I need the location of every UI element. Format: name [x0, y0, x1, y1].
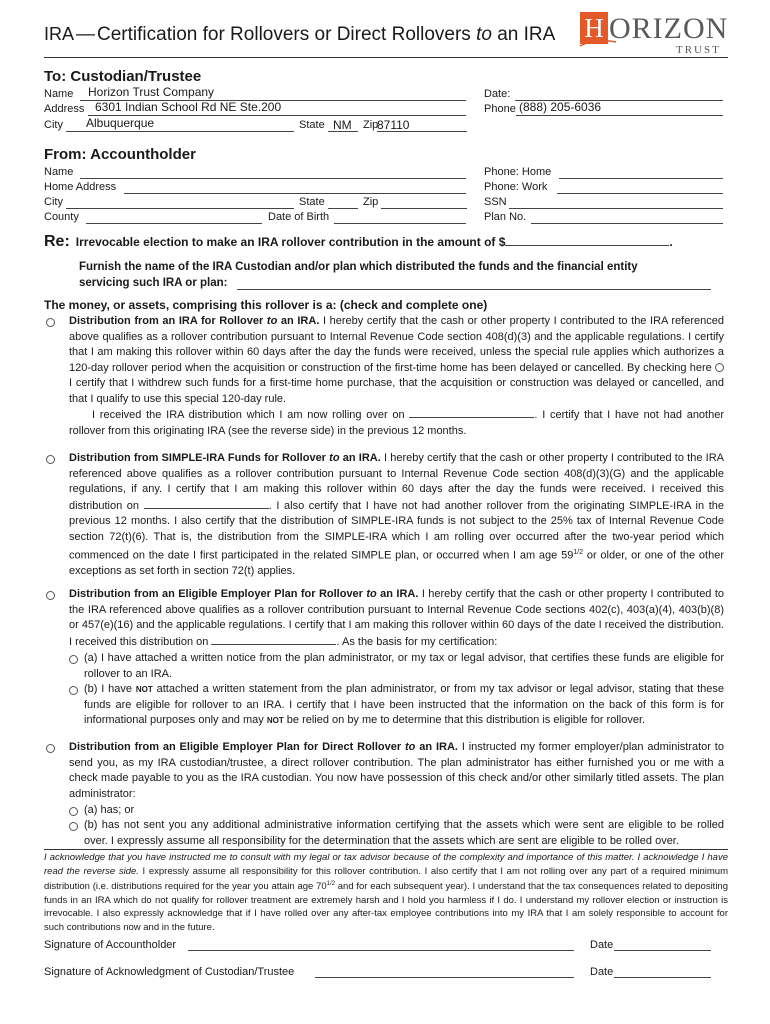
option3a-text: (a) I have attached a written notice from the plan administrator, or my tax or legal advisor, that certifies these funds are eligible for rollover to an IRA.	[84, 652, 724, 680]
horizon-trust-logo	[578, 10, 728, 58]
option3-body: I hereby certify that the cash or other property I contributed to the IRA referenced above qualifies as a rollover contribution pursuant to Internal Revenue Code sections 402(c), 403(a)(4), 403(b)(8) or 457(e)(16) and the applicable regulations. I certify that I am making this rollover within 60 days of the date I received the distribution. I received this distribution on	[69, 588, 725, 648]
custodian-plan-name-field[interactable]	[237, 277, 711, 290]
county-field[interactable]	[86, 211, 262, 224]
re-end: .	[669, 235, 673, 249]
option4-title-end: an IRA.	[419, 741, 458, 753]
option1-body: I hereby certify that the cash or other property I contributed to the IRA referenced above qualifies as a rollover contribution pursuant to Internal Revenue Code section 408(d)(3) and the applicable regulations. I certify that I am making this rollover within 60 days after the day the funds were received, unless the special rule applies which authorizes a 120-day rollover period when the acquisition or construction of the first-time home has been delayed or cancelled. By checking here	[69, 315, 724, 374]
date-label: Date:	[484, 88, 511, 100]
option4b-radio[interactable]	[69, 822, 78, 831]
option1-radio[interactable]	[46, 318, 55, 327]
name-label: Name	[44, 88, 74, 100]
re-label: Re:	[44, 233, 70, 250]
option4-radio[interactable]	[46, 744, 55, 753]
option1-received-text-2: . I certify that I have not had another rollover from this originating IRA (see the reverse side) in the previous 12 months.	[69, 409, 725, 437]
option4-text	[69, 740, 724, 802]
ssn-label: SSN	[484, 196, 507, 208]
plan-no-field[interactable]	[531, 211, 723, 224]
phone-work-label: Phone: Work	[484, 181, 548, 193]
home-address-field[interactable]	[124, 181, 466, 194]
option1-title: Distribution from an IRA for Rollover	[69, 315, 264, 327]
option3b-part1: (b) I have	[84, 683, 136, 695]
option2-title-to: to	[329, 452, 340, 464]
accountholder-name-field[interactable]	[80, 166, 466, 179]
from-heading: From: Accountholder	[44, 146, 196, 163]
option2-radio[interactable]	[46, 455, 55, 464]
custodian-signature-label: Signature of Acknowledgment of Custodian/Trustee	[44, 966, 295, 978]
option3b-not: NOT	[135, 685, 153, 694]
title-part2: an IRA	[497, 24, 556, 45]
option4-title-to: to	[405, 741, 416, 753]
option4-body: I instructed my former employer/plan administrator to send you, as my IRA custodian/trustee, a direct rollover contribution. The plan administrator has either furnished you or me with a check made payable to you as the IRA custodian. You now have possession of this check and/or other similarly titled assets. The plan administrator:	[69, 741, 724, 800]
custodian-zip-value: 87110	[377, 118, 410, 132]
option3-title: Distribution from an Eligible Employer Plan for Rollover	[69, 588, 363, 600]
option3b-part2: attached a written statement from the plan administrator, or from my tax advisor or legal advisor, stating that these funds are eligible for rollover to an IRA. I certify that I have been instructed that the information on the back of this form is for informational purposes only and may	[84, 683, 724, 726]
ack-body: I expressly assume all responsibility for this rollover contribution. I also certify that I am not rolling over any part of a required minimum distribution (i.e. distributions required for the year you attain age 70	[44, 865, 728, 893]
option2-body-3: or older, or one of the other exceptions as set forth in section 72(t) applies.	[69, 549, 724, 578]
option1-date-field[interactable]	[409, 407, 534, 418]
address-label: Address	[44, 103, 85, 115]
custodian-name-value: Horizon Trust Company	[88, 85, 215, 99]
options-heading: The money, or assets, comprising this rollover is a: (check and complete one)	[44, 298, 488, 312]
option1-body-2: I certify that I withdrew such funds for a first-time home purchase, that the acquisition or construction was delayed or cancelled, and that I qualify to use this special 120-day rule.	[69, 377, 724, 405]
from-state-label: State	[299, 196, 325, 208]
title-italic: to	[476, 24, 492, 45]
option2-text	[69, 451, 724, 580]
custodian-city-value: Albuquerque	[86, 116, 155, 130]
option4-title: Distribution from an Eligible Employer Plan for Direct Rollover	[69, 741, 402, 753]
option2-body: I hereby certify that the cash or other property I contributed to the IRA referenced above qualifies as a rollover contribution pursuant to Internal Revenue Code section 408(d)(3)(G) and the applicable regulations, if any. I certify that I am making this rollover within 60 days after the day the funds were received. I received this distribution on	[69, 452, 724, 512]
phone-label: Phone	[484, 103, 516, 115]
from-name-label: Name	[44, 166, 74, 178]
from-city-label: City	[44, 196, 63, 208]
ssn-field[interactable]	[509, 196, 723, 209]
option2-title-end: an IRA.	[342, 452, 381, 464]
ack-half: 1/2	[326, 881, 335, 887]
option3b-radio[interactable]	[69, 686, 78, 695]
option2-date-field[interactable]	[144, 498, 269, 509]
option1-received-text: I received the IRA distribution which I am now rolling over on	[92, 409, 405, 421]
option3-title-to: to	[366, 588, 377, 600]
option4a-radio[interactable]	[69, 807, 78, 816]
option3-body-2: . As the basis for my certification:	[336, 635, 498, 648]
furnish-line1: Furnish the name of the IRA Custodian and/or plan which distributed the funds and the financial entity	[79, 261, 638, 273]
re-line	[44, 233, 673, 251]
dob-label: Date of Birth	[268, 211, 330, 223]
state-label: State	[299, 119, 325, 131]
option3b-not2: NOT	[266, 716, 284, 725]
option2-title: Distribution from SIMPLE-IRA Funds for Rollover	[69, 452, 326, 464]
dob-field[interactable]	[334, 211, 466, 224]
option1-title-end: an IRA.	[280, 315, 320, 327]
to-heading: To: Custodian/Trustee	[44, 68, 202, 85]
divider	[44, 57, 728, 58]
option3b-part3: be relied on by me to determine that this distribution is eligible for rollover.	[283, 714, 646, 726]
option3b-text	[84, 682, 724, 729]
form-code: IRA	[44, 24, 75, 44]
acknowledgment-text	[44, 851, 728, 934]
custodian-date-field[interactable]	[614, 965, 711, 978]
option2-half: 1/2	[573, 549, 584, 556]
custodian-date-label: Date	[590, 966, 614, 978]
accountholder-signature-field[interactable]	[188, 938, 574, 951]
furnish-line2: servicing such IRA or plan:	[79, 277, 228, 289]
option1-title-to: to	[266, 315, 278, 327]
option3-date-field[interactable]	[211, 634, 336, 645]
phone-work-field[interactable]	[557, 181, 723, 194]
phone-home-label: Phone: Home	[484, 166, 552, 178]
custodian-state-value: NM	[333, 118, 352, 132]
option1-received	[69, 407, 724, 439]
logo-h: H	[580, 12, 608, 44]
accountholder-state-field[interactable]	[328, 196, 358, 209]
option4a-text: (a) has; or	[84, 804, 135, 816]
accountholder-date-field[interactable]	[614, 938, 711, 951]
option3-text	[69, 587, 724, 650]
plan-no-label: Plan No.	[484, 211, 527, 223]
logo-wordmark: ORIZON	[609, 12, 729, 45]
re-text: Irrevocable election to make an IRA rollover contribution in the amount of $	[75, 235, 506, 249]
city-label: City	[44, 119, 63, 131]
ack-body-2: and for each subsequent year). I understand that the tax consequences related to depositing funds in an IRA which do not qualify for rollover treatment are extremely harsh and I hold you harmless if I do. I understand my rollover election or instruction is irrevocable. I also expressly acknowledge that if I have rolled over any after-tax employee contributions into my IRA that I am solely responsible to account for such contributions now and in the future.	[44, 881, 728, 933]
accountholder-date-label: Date	[590, 939, 614, 951]
accountholder-signature-label: Signature of Accountholder	[44, 939, 177, 951]
option3-title-end: an IRA.	[380, 588, 419, 600]
title-part1: Certification for Rollovers or Direct Rollovers	[97, 24, 471, 45]
amount-field[interactable]	[505, 235, 669, 246]
option4b-text: (b) has not sent you any additional administrative information certifying that the assets which were sent are eligible to be rolled over. I expressly assume all responsibility for the determination that the assets which are sent are eligible to be rolled over.	[84, 819, 724, 847]
first-time-home-radio[interactable]	[715, 363, 724, 372]
home-address-label: Home Address	[44, 181, 117, 193]
option1-text	[69, 314, 724, 407]
phone-home-field[interactable]	[559, 166, 723, 179]
divider-ack	[44, 849, 728, 850]
zip-label: Zip	[363, 119, 379, 131]
accountholder-zip-field[interactable]	[381, 196, 467, 209]
accountholder-city-field[interactable]	[66, 196, 294, 209]
ack-italic: I acknowledge that you have instructed me to consult with my legal or tax advisor because of the complexity and importance of this matter. I acknowledge I have read the reverse side.	[44, 852, 728, 877]
form-title: IRA — Certification for Rollovers or Direct Rollovers to an IRA	[44, 24, 556, 45]
custodian-signature-field[interactable]	[315, 965, 574, 978]
custodian-address-value: 6301 Indian School Rd NE Ste.200	[95, 100, 282, 114]
custodian-phone-value: (888) 205-6036	[519, 100, 602, 114]
option3a-radio[interactable]	[69, 655, 78, 664]
county-label: County	[44, 211, 79, 223]
option2-body-2: . I also certify that I have not had another rollover from the originating SIMPLE-IRA in the previous 12 months. I also certify that the distribution of SIMPLE-IRA funds is not subject to the 25% tax of Internal Revenue Code section 72(t)(6). That is, the distribution from the SIMPLE-IRA which I am rolling over occurred after the two-year period which commenced on the date I first participated in the related SIMPLE plan, or occurred when I am age 59	[69, 499, 724, 562]
from-zip-label: Zip	[363, 196, 379, 208]
option3-radio[interactable]	[46, 591, 55, 600]
logo-subtitle: TRUST	[676, 44, 721, 56]
